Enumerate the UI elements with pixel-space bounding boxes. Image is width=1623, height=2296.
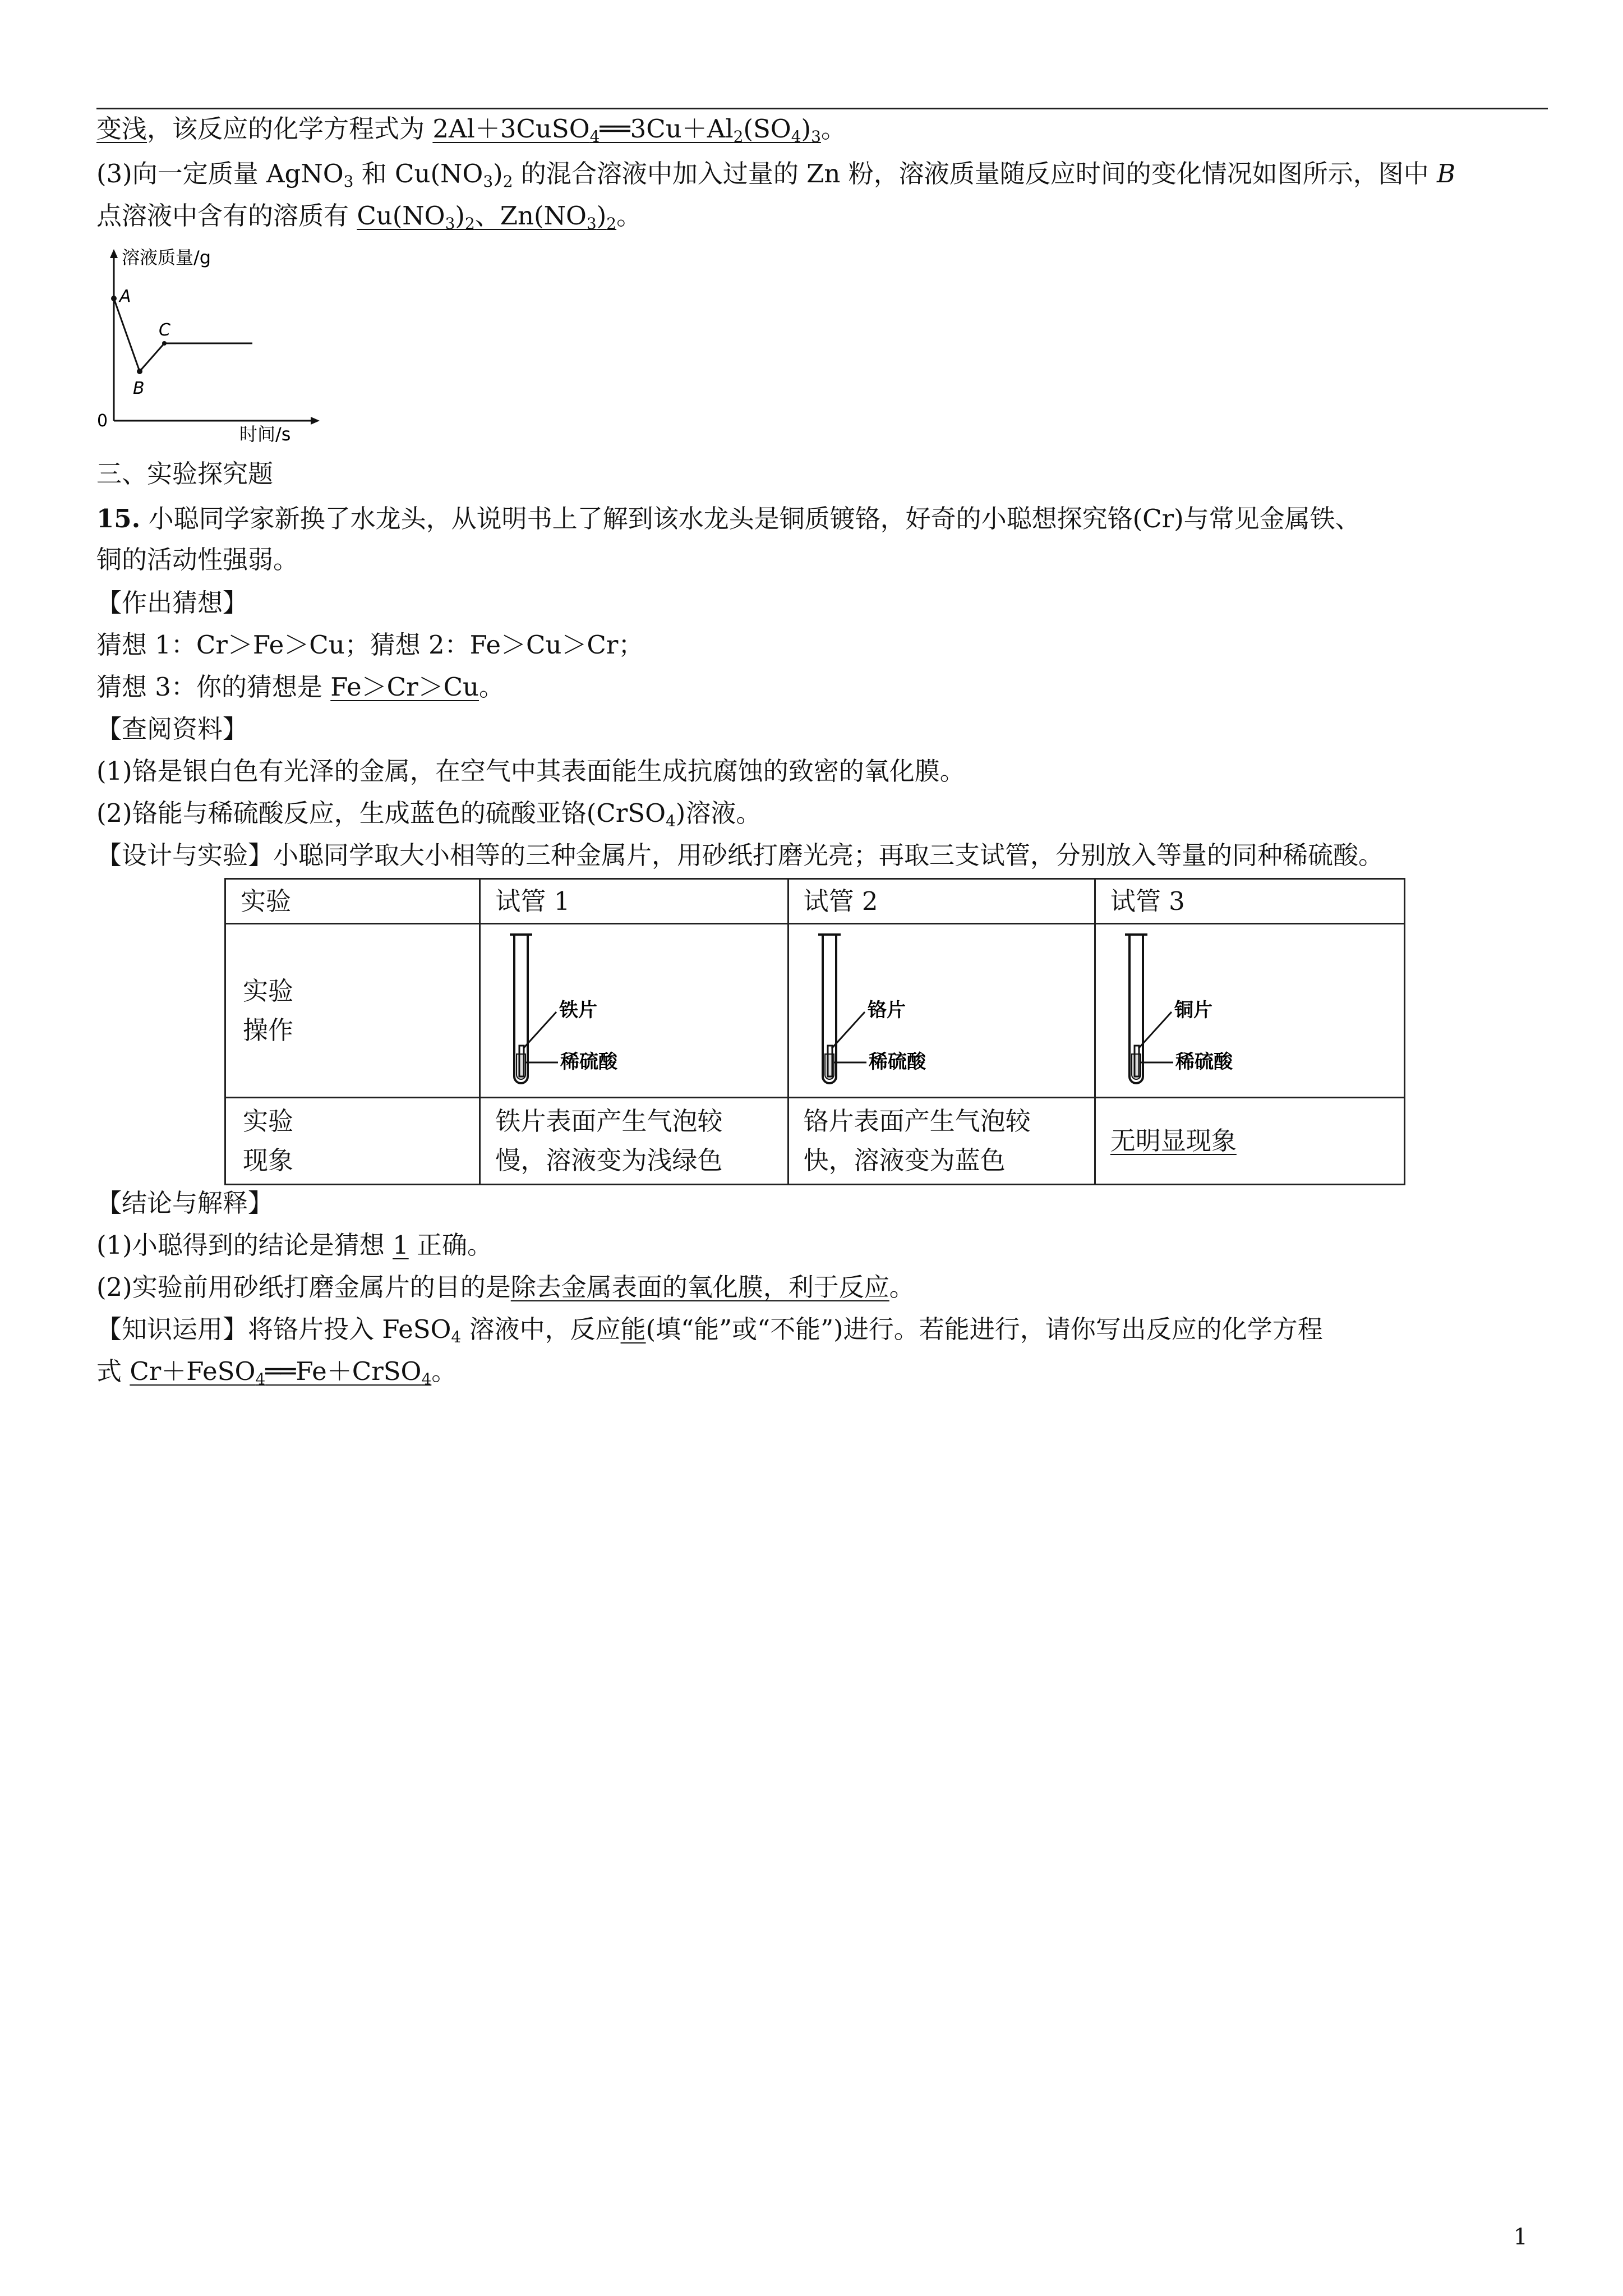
text-fragment: 。 bbox=[889, 1272, 915, 1302]
top-rule bbox=[96, 108, 1548, 109]
text-line-1 bbox=[96, 112, 846, 146]
knowledge-line-1 bbox=[96, 1313, 1323, 1346]
text-fragment: (2)实验前用砂纸打磨金属片的目的是 bbox=[96, 1272, 511, 1302]
reference-2 bbox=[96, 797, 761, 830]
row-label-operation bbox=[225, 924, 480, 1098]
text-fragment: (SO bbox=[743, 114, 791, 144]
point-a-label: A bbox=[119, 287, 131, 306]
subscript: 3 bbox=[483, 172, 494, 191]
subscript: 2 bbox=[464, 214, 475, 233]
text-fragment: 、Zn(NO bbox=[474, 201, 587, 231]
text-fragment: 【知识运用】将铬片投入 FeSO bbox=[96, 1314, 451, 1344]
text-fragment: 。 bbox=[820, 114, 846, 144]
x-axis-arrow bbox=[311, 417, 320, 425]
text-fragment: Cu(NO bbox=[357, 201, 445, 231]
subscript: 3 bbox=[445, 214, 455, 233]
table-header-row bbox=[225, 879, 1405, 924]
point-c-label: C bbox=[159, 320, 170, 340]
point-c-dot bbox=[162, 341, 167, 346]
tube-1-cell bbox=[480, 924, 788, 1098]
guess-1-2: 猜想 1：Cr＞Fe＞Cu；猜想 2：Fe＞Cu＞Cr； bbox=[96, 630, 644, 660]
text-fragment: 正确。 bbox=[408, 1230, 493, 1260]
subscript: 4 bbox=[589, 127, 600, 146]
tube-2-cell bbox=[788, 924, 1095, 1098]
text-fragment: 小聪同学家新换了水龙头，从说明书上了解到该水龙头是铜质镀铬，好奇的小聪想探究铬(Cr)与常见金属铁、 bbox=[140, 504, 1361, 533]
cell-text-line: 铁片表面产生气泡较 bbox=[495, 1106, 723, 1136]
mass-curve bbox=[114, 298, 252, 371]
solution-mass-graph bbox=[93, 247, 334, 443]
experiment-table bbox=[224, 878, 1405, 1185]
conclusion-1 bbox=[96, 1228, 492, 1262]
phenomenon-cell-1 bbox=[480, 1098, 788, 1185]
test-tube-1-diagram bbox=[497, 928, 666, 1091]
origin-label: 0 bbox=[97, 411, 108, 431]
table-header-cell: 试管 1 bbox=[480, 879, 788, 924]
subscript: 4 bbox=[255, 1370, 266, 1388]
text-fragment: )溶液。 bbox=[675, 798, 762, 828]
row-label-phenomenon bbox=[225, 1098, 480, 1185]
point-b-label: B bbox=[133, 379, 145, 398]
test-tube-3-diagram bbox=[1113, 928, 1281, 1091]
cell-text-line: 铬片表面产生气泡较 bbox=[803, 1106, 1031, 1136]
metal-label: 铬片 bbox=[867, 999, 906, 1022]
subscript: 3 bbox=[343, 172, 354, 191]
reference-heading: 【查阅资料】 bbox=[96, 714, 248, 744]
answer-blank bbox=[357, 201, 616, 231]
y-axis-label: 溶液质量/g bbox=[122, 247, 211, 268]
row-label-line: 现象 bbox=[243, 1145, 294, 1175]
reference-1: (1)铬是银白色有光泽的金属，在空气中其表面能生成抗腐蚀的致密的氧化膜。 bbox=[96, 756, 965, 786]
cell-text-line: 快，溶液变为蓝色 bbox=[803, 1145, 1006, 1175]
subscript: 4 bbox=[451, 1328, 462, 1346]
subscript: 4 bbox=[421, 1370, 432, 1388]
guess-heading: 【作出猜想】 bbox=[96, 588, 248, 618]
tube-3-cell bbox=[1095, 924, 1404, 1098]
subscript: 2 bbox=[502, 172, 513, 191]
metal-label: 铜片 bbox=[1174, 999, 1212, 1022]
test-tube-2-diagram bbox=[806, 928, 974, 1091]
y-axis-arrow bbox=[110, 249, 118, 258]
cell-text-line: 慢，溶液变为浅绿色 bbox=[495, 1145, 723, 1175]
section-heading: 三、实验探究题 bbox=[96, 459, 274, 489]
text-fragment: 猜想 3：你的猜想是 bbox=[96, 672, 331, 702]
question-number: 15. bbox=[96, 504, 141, 533]
text-fragment: ) bbox=[801, 114, 811, 144]
answer-blank: 1 bbox=[393, 1230, 409, 1260]
guess-3 bbox=[96, 670, 504, 704]
text-fragment: 。 bbox=[431, 1356, 457, 1386]
text-fragment: ) bbox=[455, 201, 465, 231]
subscript: 3 bbox=[586, 214, 597, 233]
phenomenon-cell-2 bbox=[788, 1098, 1095, 1185]
design-text: 【设计与实验】小聪同学取大小相等的三种金属片，用砂纸打磨光亮；再取三支试管，分别放入等量的同种稀硫酸。 bbox=[96, 840, 1384, 870]
metal-label: 铁片 bbox=[559, 999, 598, 1022]
knowledge-line-2 bbox=[96, 1355, 457, 1388]
text-fragment: (3)向一定质量 AgNO bbox=[96, 159, 344, 188]
row-label-line: 实验 bbox=[243, 1106, 294, 1136]
point-b-dot bbox=[137, 369, 142, 374]
table-header-cell: 试管 3 bbox=[1095, 879, 1404, 924]
answer-equation bbox=[130, 1356, 431, 1386]
subscript: 2 bbox=[733, 127, 744, 146]
point-a-dot bbox=[111, 296, 117, 301]
acid-label: 稀硫酸 bbox=[868, 1051, 926, 1073]
text-fragment: 2Al＋3CuSO bbox=[432, 114, 590, 144]
row-label-line: 实验 bbox=[243, 976, 294, 1006]
table-row-operation bbox=[225, 924, 1405, 1098]
text-fragment: 。 bbox=[616, 201, 642, 231]
row-label-line: 操作 bbox=[243, 1015, 294, 1045]
text-fragment: 。 bbox=[479, 672, 505, 702]
text-fragment: ══Fe＋CrSO bbox=[265, 1356, 422, 1386]
subscript: 3 bbox=[811, 127, 821, 146]
text-fragment: Cr＋FeSO bbox=[130, 1356, 256, 1386]
conclusion-2 bbox=[96, 1271, 915, 1304]
text-fragment: ) bbox=[596, 201, 607, 231]
italic-label: B bbox=[1437, 159, 1456, 188]
text-fragment: 溶液中，反应 bbox=[461, 1314, 621, 1344]
answer-equation bbox=[432, 114, 821, 144]
text-fragment: ，该反应的化学方程式为 bbox=[147, 114, 425, 144]
subscript: 4 bbox=[665, 812, 676, 830]
text-line-3 bbox=[96, 199, 642, 233]
text-fragment: 式 bbox=[96, 1356, 130, 1386]
subscript: 2 bbox=[606, 214, 617, 233]
answer-blank: 无明显现象 bbox=[1110, 1126, 1237, 1156]
text-fragment: ) bbox=[493, 159, 503, 188]
text-fragment: ══3Cu＋Al bbox=[600, 114, 734, 144]
text-fragment: (填“能”或“不能”)进行。若能进行，请你写出反应的化学方程 bbox=[645, 1314, 1323, 1344]
answer-blank: 能 bbox=[620, 1314, 646, 1344]
conclusion-heading: 【结论与解释】 bbox=[96, 1188, 274, 1218]
phenomenon-cell-3 bbox=[1095, 1098, 1404, 1185]
text-fragment: 点溶液中含有的溶质有 bbox=[96, 201, 357, 231]
x-axis-label: 时间/s bbox=[239, 424, 291, 443]
table-row-phenomenon bbox=[225, 1098, 1405, 1185]
text-fragment: (1)小聪得到的结论是猜想 bbox=[96, 1230, 393, 1260]
text-line-2 bbox=[96, 157, 1455, 191]
acid-label: 稀硫酸 bbox=[1175, 1051, 1233, 1073]
page-number: 1 bbox=[1513, 2224, 1528, 2250]
text-fragment: 和 Cu(NO bbox=[353, 159, 483, 188]
text-fragment: 的混合溶液中加入过量的 Zn 粉，溶液质量随反应时间的变化情况如图所示，图中 bbox=[513, 159, 1437, 188]
subscript: 4 bbox=[791, 127, 801, 146]
answer-blank: 变浅 bbox=[96, 114, 147, 144]
answer-blank: Fe＞Cr＞Cu bbox=[330, 672, 479, 702]
text-fragment: (2)铬能与稀硫酸反应，生成蓝色的硫酸亚铬(CrSO bbox=[96, 798, 666, 828]
acid-label: 稀硫酸 bbox=[560, 1051, 618, 1073]
table-header-cell: 试管 2 bbox=[788, 879, 1095, 924]
answer-blank: 除去金属表面的氧化膜，利于反应 bbox=[510, 1272, 889, 1302]
table-header-cell: 实验 bbox=[225, 879, 480, 924]
question-15-line-1 bbox=[96, 502, 1361, 536]
question-15-line-2: 铜的活动性强弱。 bbox=[96, 545, 299, 574]
